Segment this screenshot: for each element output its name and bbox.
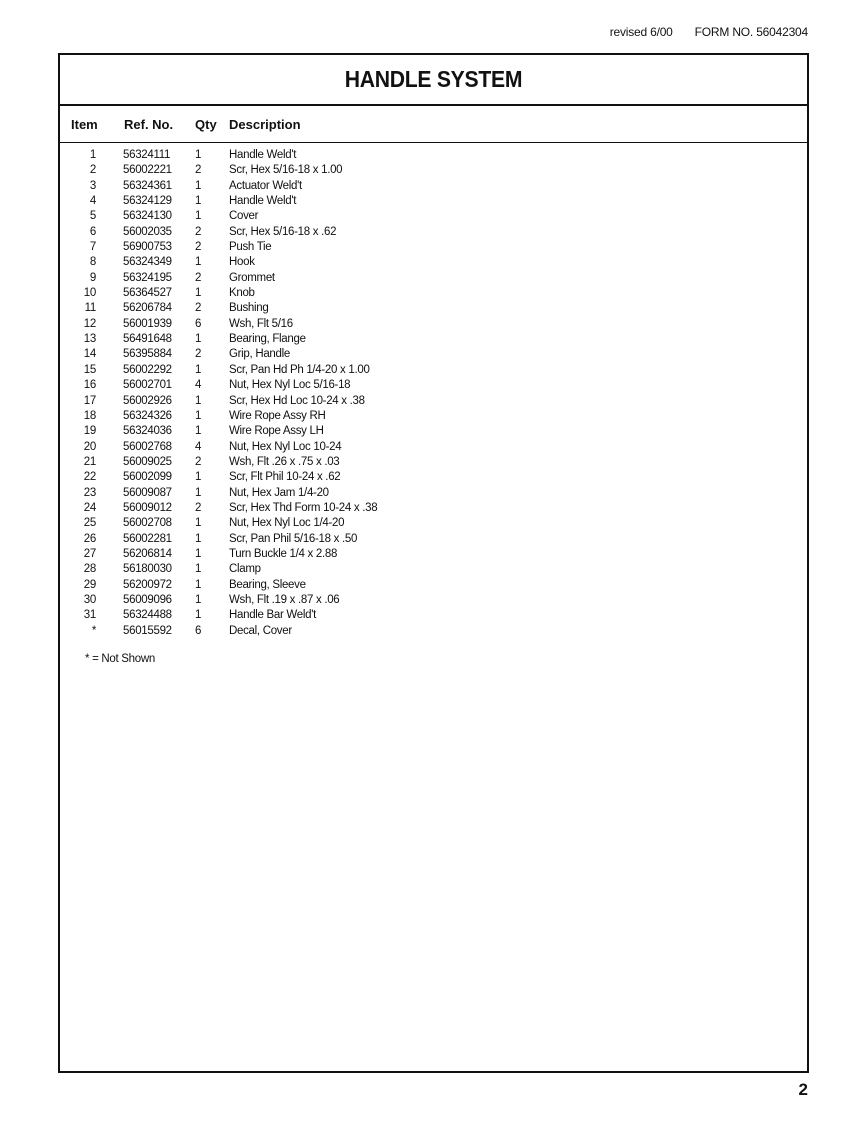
cell-item: 6 [89,225,96,238]
cell-description: Scr, Hex 5/16-18 x 1.00 [229,164,343,177]
cell-item: 16 [83,379,96,392]
table-row [60,410,807,425]
cell-qty: 4 [194,379,202,392]
cell-ref-no: 56002292 [123,363,172,376]
form-number: FORM NO. 56042304 [694,25,808,39]
table-row [60,287,807,302]
revision-date: revised 6/00 [609,25,673,39]
column-header-qty: Qty [195,117,217,132]
cell-ref-no: 56324130 [123,210,172,223]
cell-item: 4 [89,195,96,208]
cell-description: Wsh, Flt .26 x .75 x .03 [229,455,340,468]
cell-description: Nut, Hex Jam 1/4-20 [229,486,329,499]
page-number: 2 [798,1080,808,1099]
cell-item: 10 [83,287,96,300]
cell-ref-no: 56009087 [123,486,172,499]
cell-description: Nut, Hex Nyl Loc 1/4-20 [229,517,345,530]
cell-ref-no: 56001939 [123,317,172,330]
cell-description: Actuator Weld't [229,179,302,192]
cell-item: 21 [83,455,96,468]
cell-description: Bearing, Sleeve [229,578,306,591]
cell-ref-no: 56364527 [123,287,172,300]
table-row [60,195,807,210]
cell-description: Scr, Pan Hd Ph 1/4-20 x 1.00 [229,363,370,376]
table-row [60,180,807,195]
cell-item: 11 [84,302,96,315]
cell-description: Nut, Hex Nyl Loc 10-24 [229,440,342,453]
cell-item: 20 [83,440,96,453]
cell-ref-no: 56002701 [123,379,172,392]
cell-ref-no: 56002221 [123,164,172,177]
cell-qty: 1 [194,394,202,407]
cell-ref-no: 56015592 [123,624,172,637]
cell-ref-no: 56324349 [123,256,172,269]
cell-ref-no: 56002099 [123,471,172,484]
cell-description: Wire Rope Assy RH [229,409,326,422]
table-row [60,241,807,256]
cell-item: * [91,624,96,637]
cell-qty: 1 [194,532,202,545]
cell-qty: 1 [194,486,202,499]
cell-item: 17 [83,394,96,407]
cell-qty: 2 [194,302,202,315]
cell-item: 22 [83,471,96,484]
cell-description: Nut, Hex Nyl Loc 5/16-18 [229,379,351,392]
cell-item: 23 [83,486,96,499]
cell-item: 14 [83,348,96,361]
cell-description: Knob [229,287,255,300]
cell-item: 24 [83,501,96,514]
table-row [60,149,807,164]
cell-description: Wsh, Flt 5/16 [229,317,293,330]
cell-ref-no: 56206814 [123,547,172,560]
cell-item: 26 [83,532,96,545]
cell-description: Handle Bar Weld't [229,609,317,622]
table-row [60,579,807,594]
cell-description: Push Tie [229,241,272,254]
table-row [60,548,807,563]
cell-item: 15 [83,363,96,376]
cell-qty: 2 [194,501,202,514]
cell-ref-no: 56324111 [123,149,171,161]
cell-item: 5 [89,210,96,223]
cell-ref-no: 56180030 [123,563,172,576]
table-row [60,226,807,241]
cell-description: Bushing [229,302,269,315]
cell-qty: 1 [194,333,202,346]
cell-qty: 2 [194,241,202,254]
cell-item: 18 [83,409,96,422]
cell-ref-no: 56002926 [123,394,172,407]
cell-description: Turn Buckle 1/4 x 2.88 [229,547,338,560]
cell-ref-no: 56002708 [123,517,172,530]
cell-qty: 2 [194,271,202,284]
table-row [60,210,807,225]
cell-ref-no: 56206784 [123,302,172,315]
table-row [60,563,807,578]
table-row [60,502,807,517]
page-title: HANDLE SYSTEM [344,66,523,92]
cell-description: Hook [229,256,255,269]
cell-ref-no: 56009096 [123,593,172,606]
cell-qty: 1 [194,609,202,622]
cell-qty: 1 [194,563,202,576]
table-row [60,625,807,640]
cell-description: Handle Weld't [229,195,297,208]
cell-description: Clamp [229,563,261,576]
table-row [60,594,807,609]
table-row [60,164,807,179]
cell-qty: 2 [194,225,202,238]
column-header-ref-no: Ref. No. [124,117,174,132]
column-header-item: Item [71,117,98,132]
cell-qty: 1 [194,363,202,376]
table-row [60,533,807,548]
table-row [60,487,807,502]
cell-item: 27 [83,547,96,560]
table-row [60,364,807,379]
table-row [60,456,807,471]
cell-ref-no: 56002035 [123,225,172,238]
cell-qty: 1 [194,195,202,208]
cell-item: 25 [83,517,96,530]
cell-ref-no: 56324129 [123,195,172,208]
cell-description: Grommet [229,271,275,284]
cell-qty: 1 [194,149,202,161]
cell-description: Scr, Hex Thd Form 10-24 x .38 [229,501,378,514]
table-row [60,333,807,348]
cell-ref-no: 56324361 [123,179,172,192]
cell-item: 1 [89,149,96,161]
cell-qty: 1 [194,179,202,192]
cell-ref-no: 56900753 [123,241,172,254]
cell-qty: 1 [194,409,202,422]
cell-item: 3 [89,179,96,192]
cell-description: Decal, Cover [229,624,292,637]
column-header-description: Description [229,117,301,132]
cell-qty: 6 [194,317,202,330]
cell-ref-no: 56395884 [123,348,172,361]
cell-item: 30 [83,593,96,606]
cell-qty: 1 [194,287,202,300]
cell-item: 29 [83,578,96,591]
cell-description: Wire Rope Assy LH [229,425,324,438]
cell-ref-no: 56009012 [123,501,172,514]
table-row [60,609,807,624]
cell-item: 19 [83,425,96,438]
cell-item: 7 [89,241,96,254]
cell-qty: 1 [194,210,202,223]
title-bar [60,55,807,106]
cell-ref-no: 56491648 [123,333,172,346]
cell-description: Cover [229,210,259,223]
cell-ref-no: 56009025 [123,455,172,468]
cell-item: 2 [89,164,96,177]
parts-list-frame [58,53,809,1073]
table-row [60,256,807,271]
cell-qty: 4 [194,440,202,453]
cell-qty: 6 [194,624,202,637]
table-row [60,348,807,363]
cell-qty: 1 [194,517,202,530]
footnote: * = Not Shown [85,653,155,665]
form-header [610,25,808,39]
cell-qty: 1 [194,256,202,269]
table-header [60,106,807,143]
table-row [60,302,807,317]
cell-qty: 2 [194,164,202,177]
cell-description: Scr, Hex Hd Loc 10-24 x .38 [229,394,365,407]
parts-table-body [60,143,807,640]
cell-item: 12 [83,317,96,330]
cell-ref-no: 56002281 [123,532,172,545]
cell-item: 8 [89,256,96,269]
cell-qty: 1 [194,578,202,591]
cell-qty: 2 [194,348,202,361]
table-row [60,471,807,486]
cell-qty: 1 [194,471,202,484]
cell-ref-no: 56324326 [123,409,172,422]
table-row [60,425,807,440]
cell-ref-no: 56200972 [123,578,172,591]
cell-ref-no: 56002768 [123,440,172,453]
cell-description: Bearing, Flange [229,333,306,346]
table-row [60,395,807,410]
cell-item: 28 [83,563,96,576]
cell-qty: 2 [194,455,202,468]
cell-description: Wsh, Flt .19 x .87 x .06 [229,593,340,606]
table-row [60,441,807,456]
table-row [60,379,807,394]
cell-item: 31 [83,609,96,622]
table-row [60,517,807,532]
cell-item: 13 [83,333,96,346]
cell-qty: 1 [194,425,202,438]
table-row [60,318,807,333]
cell-description: Scr, Hex 5/16-18 x .62 [229,225,337,238]
cell-description: Scr, Pan Phil 5/16-18 x .50 [229,532,358,545]
cell-description: Handle Weld't [229,149,297,161]
cell-description: Scr, Flt Phil 10-24 x .62 [229,471,341,484]
cell-qty: 1 [194,547,202,560]
table-row [60,272,807,287]
cell-ref-no: 56324036 [123,425,172,438]
cell-ref-no: 56324195 [123,271,172,284]
cell-ref-no: 56324488 [123,609,172,622]
cell-item: 9 [89,271,96,284]
cell-qty: 1 [194,593,202,606]
cell-description: Grip, Handle [229,348,290,361]
